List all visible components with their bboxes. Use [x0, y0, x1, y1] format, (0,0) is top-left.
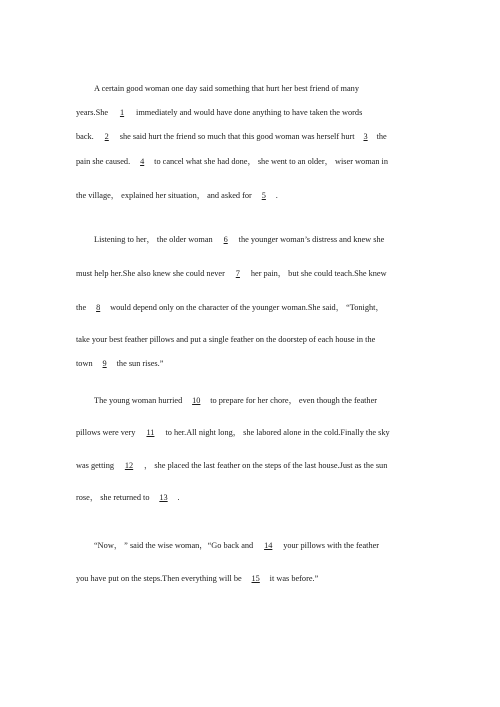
- passage-text: years.She: [76, 108, 109, 117]
- passage-line: [94, 234, 384, 246]
- passage-text: .: [275, 191, 278, 200]
- answer-blank: 2: [104, 132, 109, 141]
- passage-text: “Now， ” said the wise woman，“Go back and: [94, 541, 254, 550]
- passage-text: to her.All night long， she labored alone in the cold.Finally the sky: [165, 428, 390, 437]
- answer-blank: 1: [119, 108, 125, 117]
- passage-line: [76, 573, 318, 585]
- passage-text: pain she caused.: [76, 157, 131, 166]
- passage-text: pillows were very: [76, 428, 136, 437]
- passage-text: immediately and would have done anything to have taken the words: [136, 108, 363, 117]
- passage-line: [76, 131, 387, 143]
- answer-blank: 15: [251, 574, 260, 583]
- passage-line: [76, 427, 390, 439]
- passage-text: would depend only on the character of the younger woman.She said， “Tonight，: [110, 303, 384, 312]
- passage-line: [76, 190, 278, 202]
- passage-text: her pain， but she could teach.She knew: [250, 269, 387, 278]
- passage-text: back.: [76, 132, 94, 141]
- passage-line: [76, 358, 163, 370]
- passage-text: the sun rises.”: [116, 359, 164, 368]
- passage-line: [94, 540, 379, 552]
- passage-text: must help her.She also knew she could never: [76, 269, 225, 278]
- passage-line: [76, 107, 362, 119]
- passage-text: the village， explained her situation， and asked for: [76, 191, 252, 200]
- passage-text: the: [76, 303, 87, 312]
- passage-text: she said hurt the friend so much that this good woman was herself hurt: [119, 132, 355, 141]
- passage-text: The young woman hurried: [94, 396, 183, 405]
- passage-text: you have put on the steps.Then everything will be: [76, 574, 242, 583]
- passage-text: the: [376, 132, 387, 141]
- passage-line: [76, 492, 180, 504]
- passage-text: your pillows with the feather: [283, 541, 380, 550]
- answer-blank: 4: [140, 157, 145, 166]
- passage-text: Listening to her， the older woman: [94, 235, 213, 244]
- passage-text: A certain good woman one day said something that hurt her best friend of many: [94, 84, 359, 93]
- answer-blank: 10: [192, 396, 201, 405]
- passage-line: [76, 460, 387, 472]
- passage-text: to cancel what she had done， she went to an older， wiser woman in: [154, 157, 389, 166]
- answer-blank: 7: [235, 269, 240, 278]
- passage-text: .: [177, 493, 180, 502]
- passage-text: was getting: [76, 461, 115, 470]
- passage-text: town: [76, 359, 93, 368]
- answer-blank: 5: [261, 191, 266, 200]
- answer-blank: 11: [146, 428, 155, 437]
- passage-line: [76, 156, 388, 168]
- answer-blank: 3: [363, 132, 368, 141]
- passage-text: take your best feather pillows and put a single feather on the doorstep of each house in the: [76, 335, 376, 344]
- answer-blank: 13: [159, 493, 168, 502]
- passage-line: [76, 302, 384, 314]
- passage-text: it was before.”: [269, 574, 319, 583]
- passage-line: [76, 268, 387, 280]
- passage-text: the younger woman’s distress and knew she: [238, 235, 385, 244]
- passage-text: rose， she returned to: [76, 493, 150, 502]
- passage-text: ， she placed the last feather on the steps of the last house.Just as the sun: [144, 461, 388, 470]
- answer-blank: 12: [124, 461, 134, 470]
- passage-line: [94, 83, 359, 95]
- passage-line: [76, 334, 375, 346]
- passage-text: to prepare for her chore， even though the feather: [210, 396, 378, 405]
- answer-blank: 9: [102, 359, 107, 368]
- answer-blank: 6: [223, 235, 228, 244]
- answer-blank: 14: [264, 541, 273, 550]
- answer-blank: 8: [96, 303, 101, 312]
- passage-line: [94, 395, 377, 407]
